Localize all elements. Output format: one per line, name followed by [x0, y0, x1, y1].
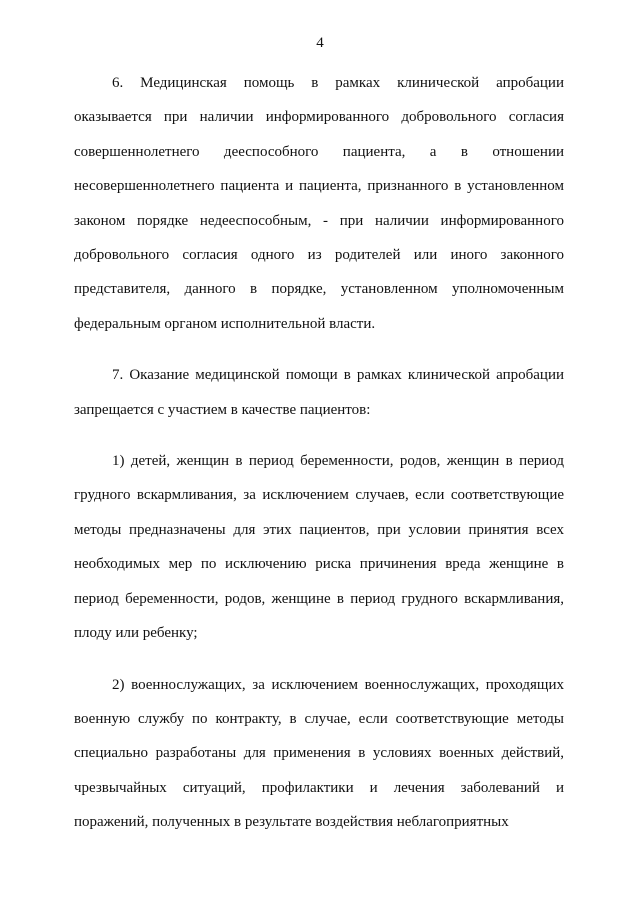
paragraph-7-item-2: 2) военнослужащих, за исключением военнослужащих, проходящих военную службу по контракту, в случае, если соответствующие методы специально разработаны для применения в условиях военных действий, чрезвычайных ситуаций, профилактики и лечения заболеваний и поражений, полученных в результате воздействия неблагоприятных: [74, 676, 564, 831]
paragraph-7: 7. Оказание медицинской помощи в рамках клинической апробации запрещается с участием в качестве пациентов:: [74, 367, 564, 418]
page-number: 4: [316, 35, 324, 51]
paragraph-7-item-1: 1) детей, женщин в период беременности, родов, женщин в период грудного вскармливания, за исключением случаев, если соответствующие методы предназначены для этих пациентов, при условии принятия всех необходимых мер по исключению риска причинения вреда женщине в период беременности, родов, женщине в период грудного вскармливания, плоду или ребенку;: [74, 453, 564, 642]
document-body: [74, 66, 564, 857]
paragraph-6: 6. Медицинская помощь в рамках клинической апробации оказывается при наличии информированного добровольного согласия совершеннолетнего дееспособного пациента, а в отношении несовершеннолетнего пациента и пациента, признанного в установленном законом порядке недееспособным, - при наличии информированного добровольного согласия одного из родителей или иного законного представителя, данного в порядке, установленном уполномоченным федеральным органом исполнительной власти.: [74, 75, 564, 332]
